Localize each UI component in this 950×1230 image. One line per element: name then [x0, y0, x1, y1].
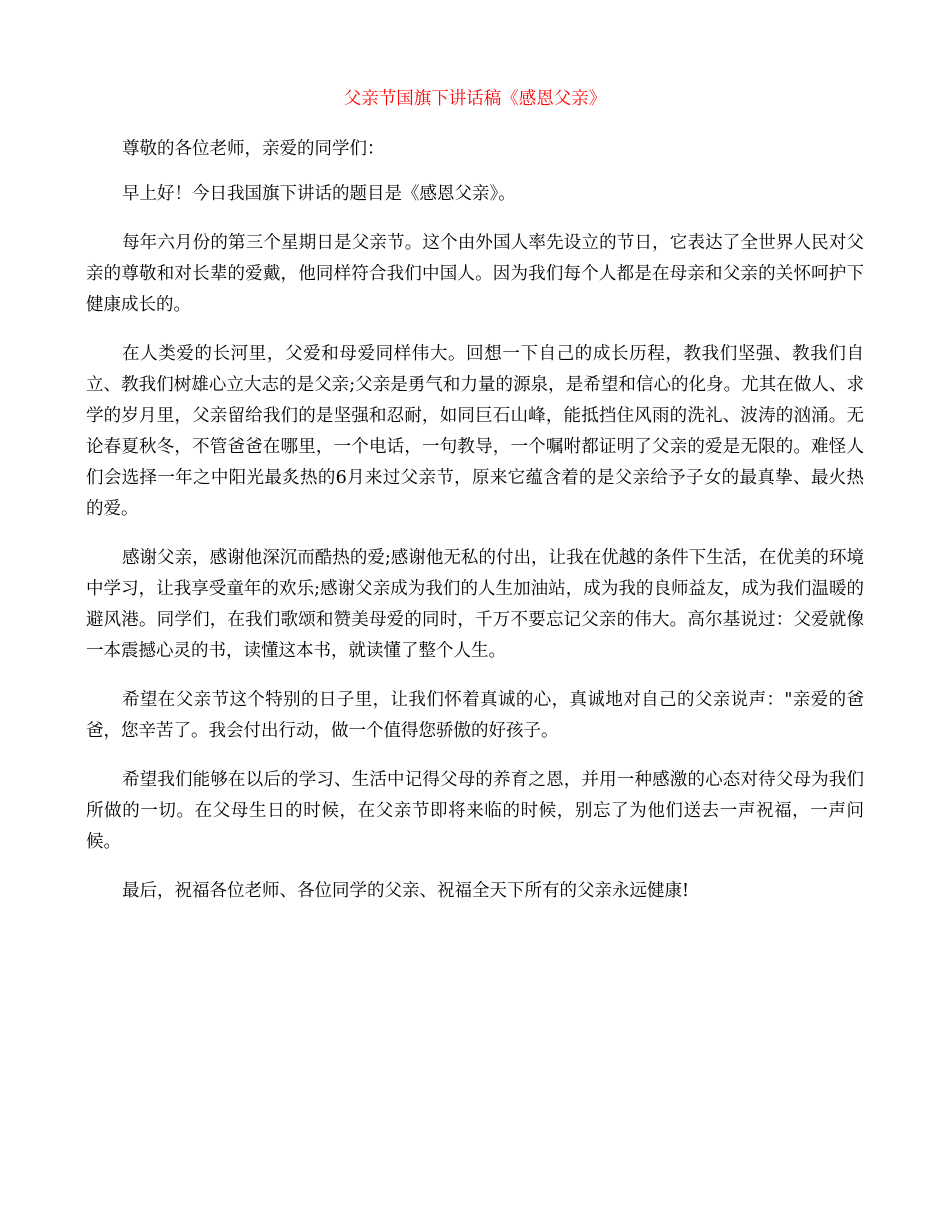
paragraph-fatherly-love: 在人类爱的长河里，父爱和母爱同样伟大。回想一下自己的成长历程，教我们坚强、教我们自立、教我们树雄心立大志的是父亲;父亲是勇气和力量的源泉，是希望和信心的化身。尤其在做人、求学的岁月里，父亲留给我们的是坚强和忍耐，如同巨石山峰，能抵挡住风雨的洗礼、波涛的汹涌。无论春夏秋冬，不管爸爸在哪里，一个电话，一句教导，一个嘱咐都证明了父亲的爱是无限的。难怪人们会选择一年之中阳光最炙热的6月来过父亲节，原来它蕴含着的是父亲给予子女的最真挚、最火热的爱。 [86, 344, 864, 519]
salutation: 尊敬的各位老师，亲爱的同学们： [122, 139, 385, 159]
paragraph-wish: 希望在父亲节这个特别的日子里，让我们怀着真诚的心，真诚地对自己的父亲说声："亲爱的爸爸，您辛苦了。我会付出行动，做一个值得您骄傲的好孩子。 [86, 690, 864, 741]
paragraph-closing: 最后，祝福各位老师、各位同学的父亲、祝福全天下所有的父亲永远健康! [122, 881, 690, 901]
paragraph-greeting: 早上好！今日我国旗下讲话的题目是《感恩父亲》。 [122, 184, 516, 204]
document-title: 父亲节国旗下讲话稿《感恩父亲》 [343, 89, 607, 109]
document-page [86, 86, 864, 925]
paragraph-gratitude: 希望我们能够在以后的学习、生活中记得父母的养育之恩，并用一种感激的心态对待父母为我们所做的一切。在父母生日的时候，在父亲节即将来临的时候，别忘了为他们送去一声祝福，一声问候。 [86, 770, 864, 852]
paragraph-thanks-father: 感谢父亲，感谢他深沉而酷热的爱;感谢他无私的付出，让我在优越的条件下生活，在优美的环境中学习，让我享受童年的欢乐;感谢父亲成为我们的人生加油站，成为我的良师益友，成为我们温暖的避风港。同学们，在我们歌颂和赞美母爱的同时，千万不要忘记父亲的伟大。高尔基说过：父爱就像一本震撼心灵的书，读懂这本书，就读懂了整个人生。 [86, 548, 864, 661]
paragraph-fathers-day-intro: 每年六月份的第三个星期日是父亲节。这个由外国人率先设立的节日，它表达了全世界人民对父亲的尊敬和对长辈的爱戴，他同样符合我们中国人。因为我们每个人都是在母亲和父亲的关怀呵护下健康成长的。 [86, 233, 864, 315]
